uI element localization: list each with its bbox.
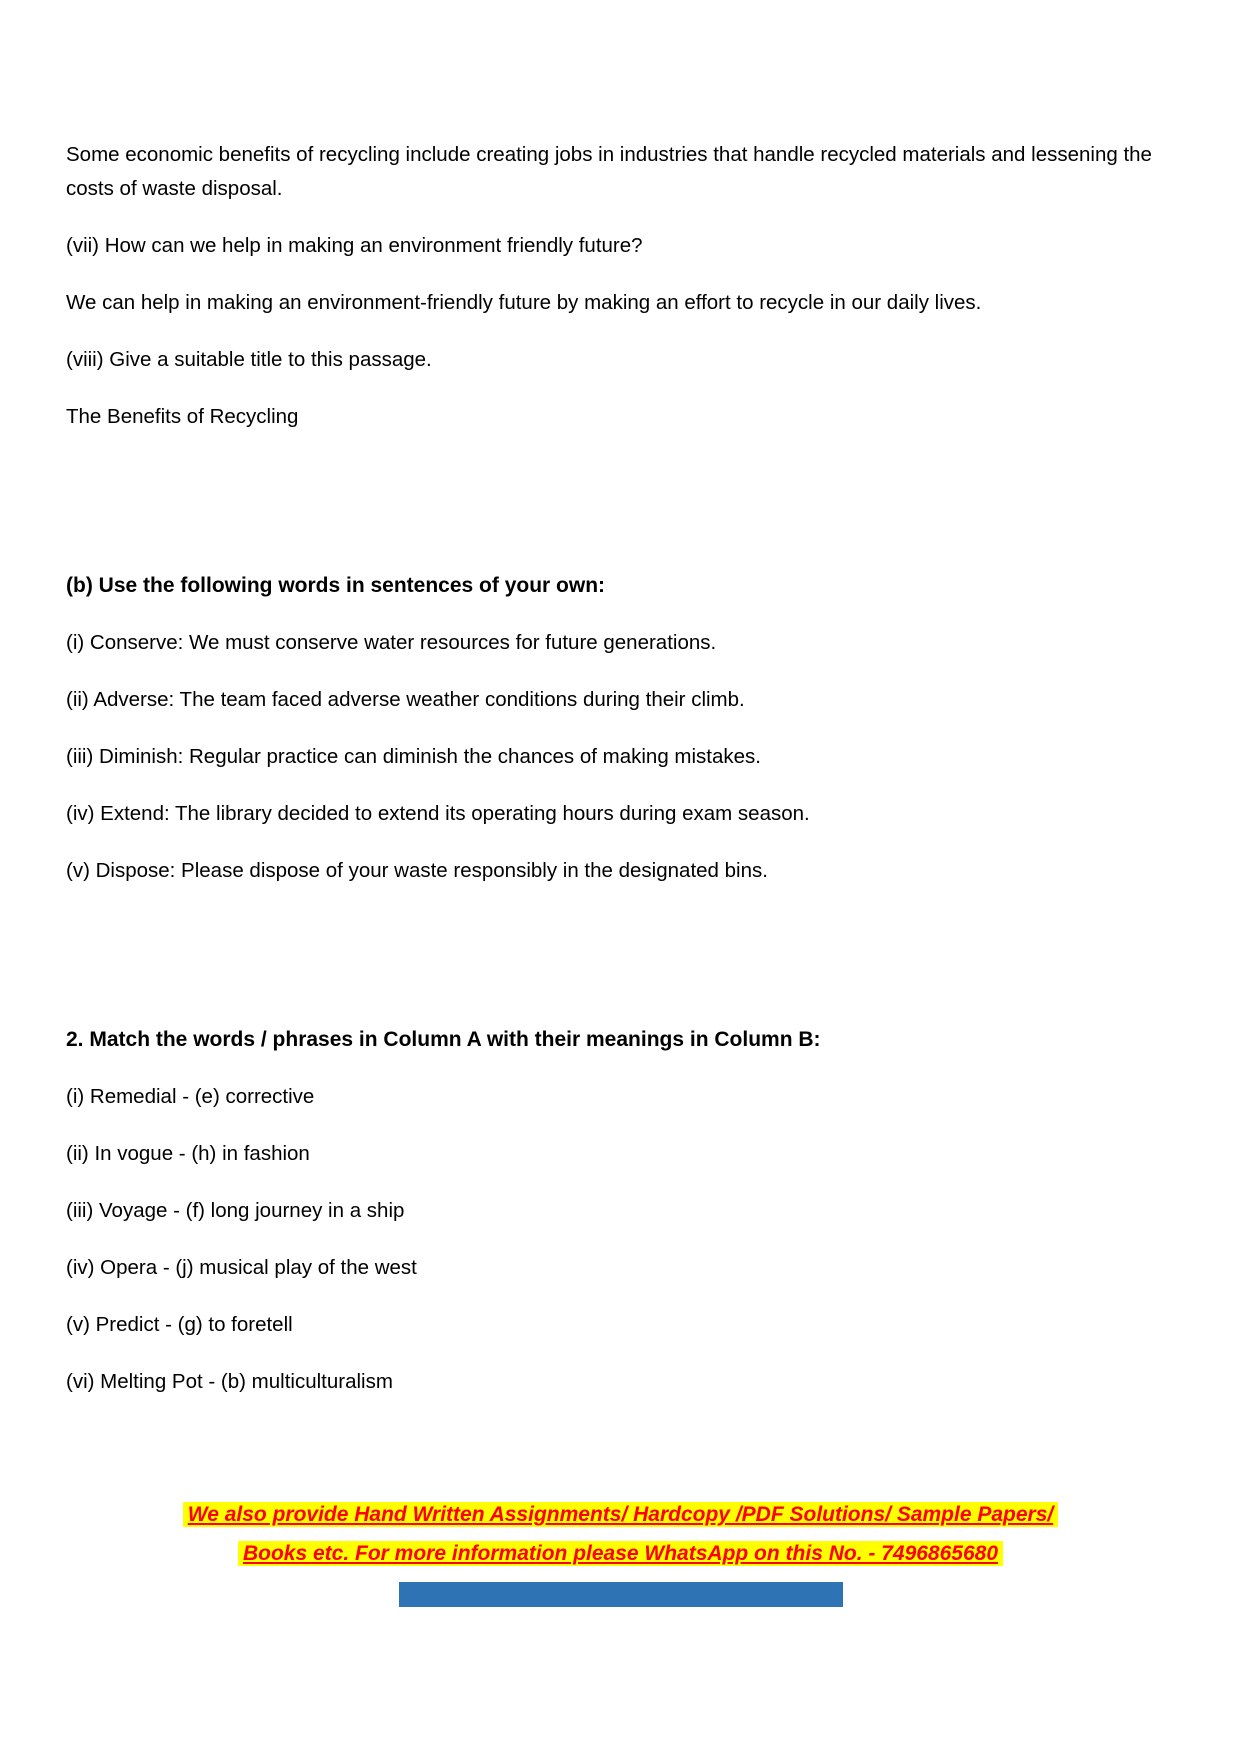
section-b-heading: (b) Use the following words in sentences of your own: bbox=[66, 574, 606, 597]
promo-footer-text: Books etc. For more information please WhatsApp on this No. - 7496865680 bbox=[238, 1541, 1003, 1566]
section-2-heading: 2. Match the words / phrases in Column A with their meanings in Column B: bbox=[66, 1028, 821, 1051]
spacer bbox=[66, 457, 1175, 569]
section-2-item: (vi) Melting Pot - (b) multiculturalism bbox=[66, 1370, 393, 1393]
promo-footer-line bbox=[0, 1535, 1241, 1574]
promo-footer-text: We also provide Hand Written Assignments/ Hardcopy /PDF Solutions/ Sample Papers/ bbox=[183, 1502, 1058, 1527]
section-b-item: (i) Conserve: We must conserve water resources for future generations. bbox=[66, 631, 717, 654]
section-2-item: (ii) In vogue - (h) in fashion bbox=[66, 1142, 310, 1165]
promo-footer-line bbox=[0, 1496, 1241, 1535]
bottom-blue-bar bbox=[399, 1582, 843, 1607]
passage-answer-paragraph: Some economic benefits of recycling include creating jobs in industries that handle recycled materials and lessening the costs of waste disposal. bbox=[66, 143, 1152, 200]
answer-vii: We can help in making an environment-friendly future by making an effort to recycle in our daily lives. bbox=[66, 291, 982, 314]
section-b-item: (iii) Diminish: Regular practice can diminish the chances of making mistakes. bbox=[66, 745, 761, 768]
question-viii: (viii) Give a suitable title to this passage. bbox=[66, 348, 432, 371]
section-b-item: (ii) Adverse: The team faced adverse weather conditions during their climb. bbox=[66, 688, 745, 711]
question-vii: (vii) How can we help in making an environment friendly future? bbox=[66, 234, 643, 257]
section-b-item: (v) Dispose: Please dispose of your waste responsibly in the designated bins. bbox=[66, 859, 768, 882]
section-2-item: (v) Predict - (g) to foretell bbox=[66, 1313, 293, 1336]
section-2-item: (iii) Voyage - (f) long journey in a ship bbox=[66, 1199, 405, 1222]
promo-footer bbox=[0, 1496, 1241, 1574]
section-2-item: (i) Remedial - (e) corrective bbox=[66, 1085, 315, 1108]
section-2-item: (iv) Opera - (j) musical play of the west bbox=[66, 1256, 417, 1279]
answer-viii: The Benefits of Recycling bbox=[66, 405, 299, 428]
spacer bbox=[66, 911, 1175, 1023]
section-b-item: (iv) Extend: The library decided to extend its operating hours during exam season. bbox=[66, 802, 810, 825]
